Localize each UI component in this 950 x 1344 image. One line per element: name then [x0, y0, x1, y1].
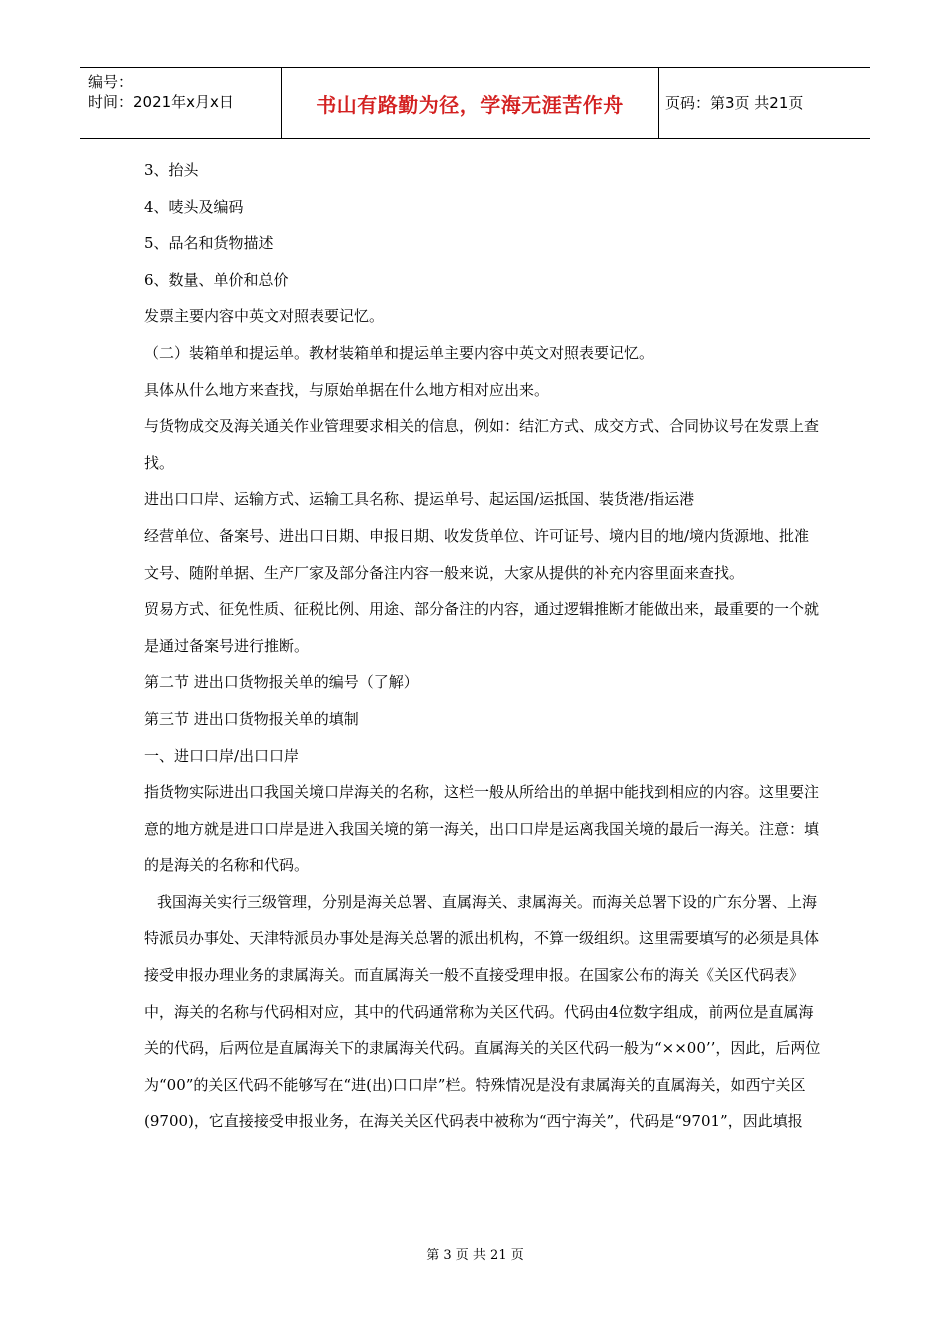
doc-time-label: 时间：2021年x月x日 — [88, 93, 234, 111]
paragraph: 3、抬头 — [144, 161, 199, 179]
paragraph: 与货物成交及海关通关作业管理要求相关的信息，例如：结汇方式、成交方式、合同协议号在发票上查找。 — [144, 417, 820, 472]
paragraph: 进出口口岸、运输方式、运输工具名称、提运单号、起运国/运抵国、装货港/指运港 — [144, 490, 695, 509]
section-heading: 第二节 进出口货物报关单的编号（了解） — [144, 673, 419, 692]
header-meta — [80, 68, 281, 138]
paragraph: 具体从什么地方来查找，与原始单据在什么地方相对应出来。 — [144, 380, 550, 399]
header-motto-cell — [281, 68, 659, 138]
header-page-cell — [659, 68, 870, 138]
paragraph: 我国海关实行三级管理，分别是海关总署、直属海关、隶属海关。而海关总署下设的广东分署、上海特派员办事处、天津特派员办事处是海关总署的派出机构，不算一级组织。这里需要填写的必须是具体接受申报办理业务的隶属海关。而直属海关一般不直接受理申报。在国家公布的海关《关区代码表》中，海关的名称与代码相对应，其中的代码通常称为关区代码。代码由4位数字组成，前两位是直属海关的代码，后两位是直属海关下的隶属海关代码。直属海关的关区代码一般为“××00’’，因此，后两位为“00”的关区代码不能够写在“进(出)口口岸”栏。特殊情况是没有隶属海关的直属海关，如西宁关区(9700)，它直接接受申报业务，在海关关区代码表中被称为“西宁海关”，代码是“9701”，因此填报 — [144, 892, 821, 1131]
paragraph: 经营单位、备案号、进出口日期、申报日期、收发货单位、许可证号、境内目的地/境内货源地、批准文号、随附单据、生产厂家及部分备注内容一般来说，大家从提供的补充内容里面来查找。 — [144, 526, 810, 582]
page-header — [80, 67, 870, 139]
paragraph: 4、唛头及编码 — [144, 197, 244, 216]
paragraph: 6、数量、单价和总价 — [144, 270, 289, 289]
paragraph: 5、品名和货物描述 — [144, 234, 274, 253]
page-footer: 第 3 页 共 21 页 — [426, 1248, 524, 1263]
paragraph: 发票主要内容中英文对照表要记忆。 — [144, 307, 385, 326]
paragraph: 贸易方式、征免性质、征税比例、用途、部分备注的内容，通过逻辑推断才能做出来，最重要的一个就是通过备案号进行推断。 — [144, 600, 820, 655]
paragraph: 指货物实际进出口我国关境口岸海关的名称，这栏一般从所给出的单据中能找到相应的内容。这里要注意的地方就是进口口岸是进入我国关境的第一海关，出口口岸是运离我国关境的最后一海关。注意：填的是海关的名称和代码。 — [144, 783, 820, 875]
document-body — [144, 152, 824, 1140]
section-heading: 第三节 进出口货物报关单的填制 — [144, 709, 359, 728]
motto: 书山有路勤为径，学海无涯苦作舟 — [316, 92, 624, 117]
subsection-heading: 一、进口口岸/出口口岸 — [144, 746, 300, 765]
paragraph: （二）装箱单和提运单。教材装箱单和提运单主要内容中英文对照表要记忆。 — [144, 343, 655, 362]
page-indicator: 页码：第3页 共21页 — [665, 94, 804, 112]
doc-number-label: 编号： — [88, 73, 134, 91]
